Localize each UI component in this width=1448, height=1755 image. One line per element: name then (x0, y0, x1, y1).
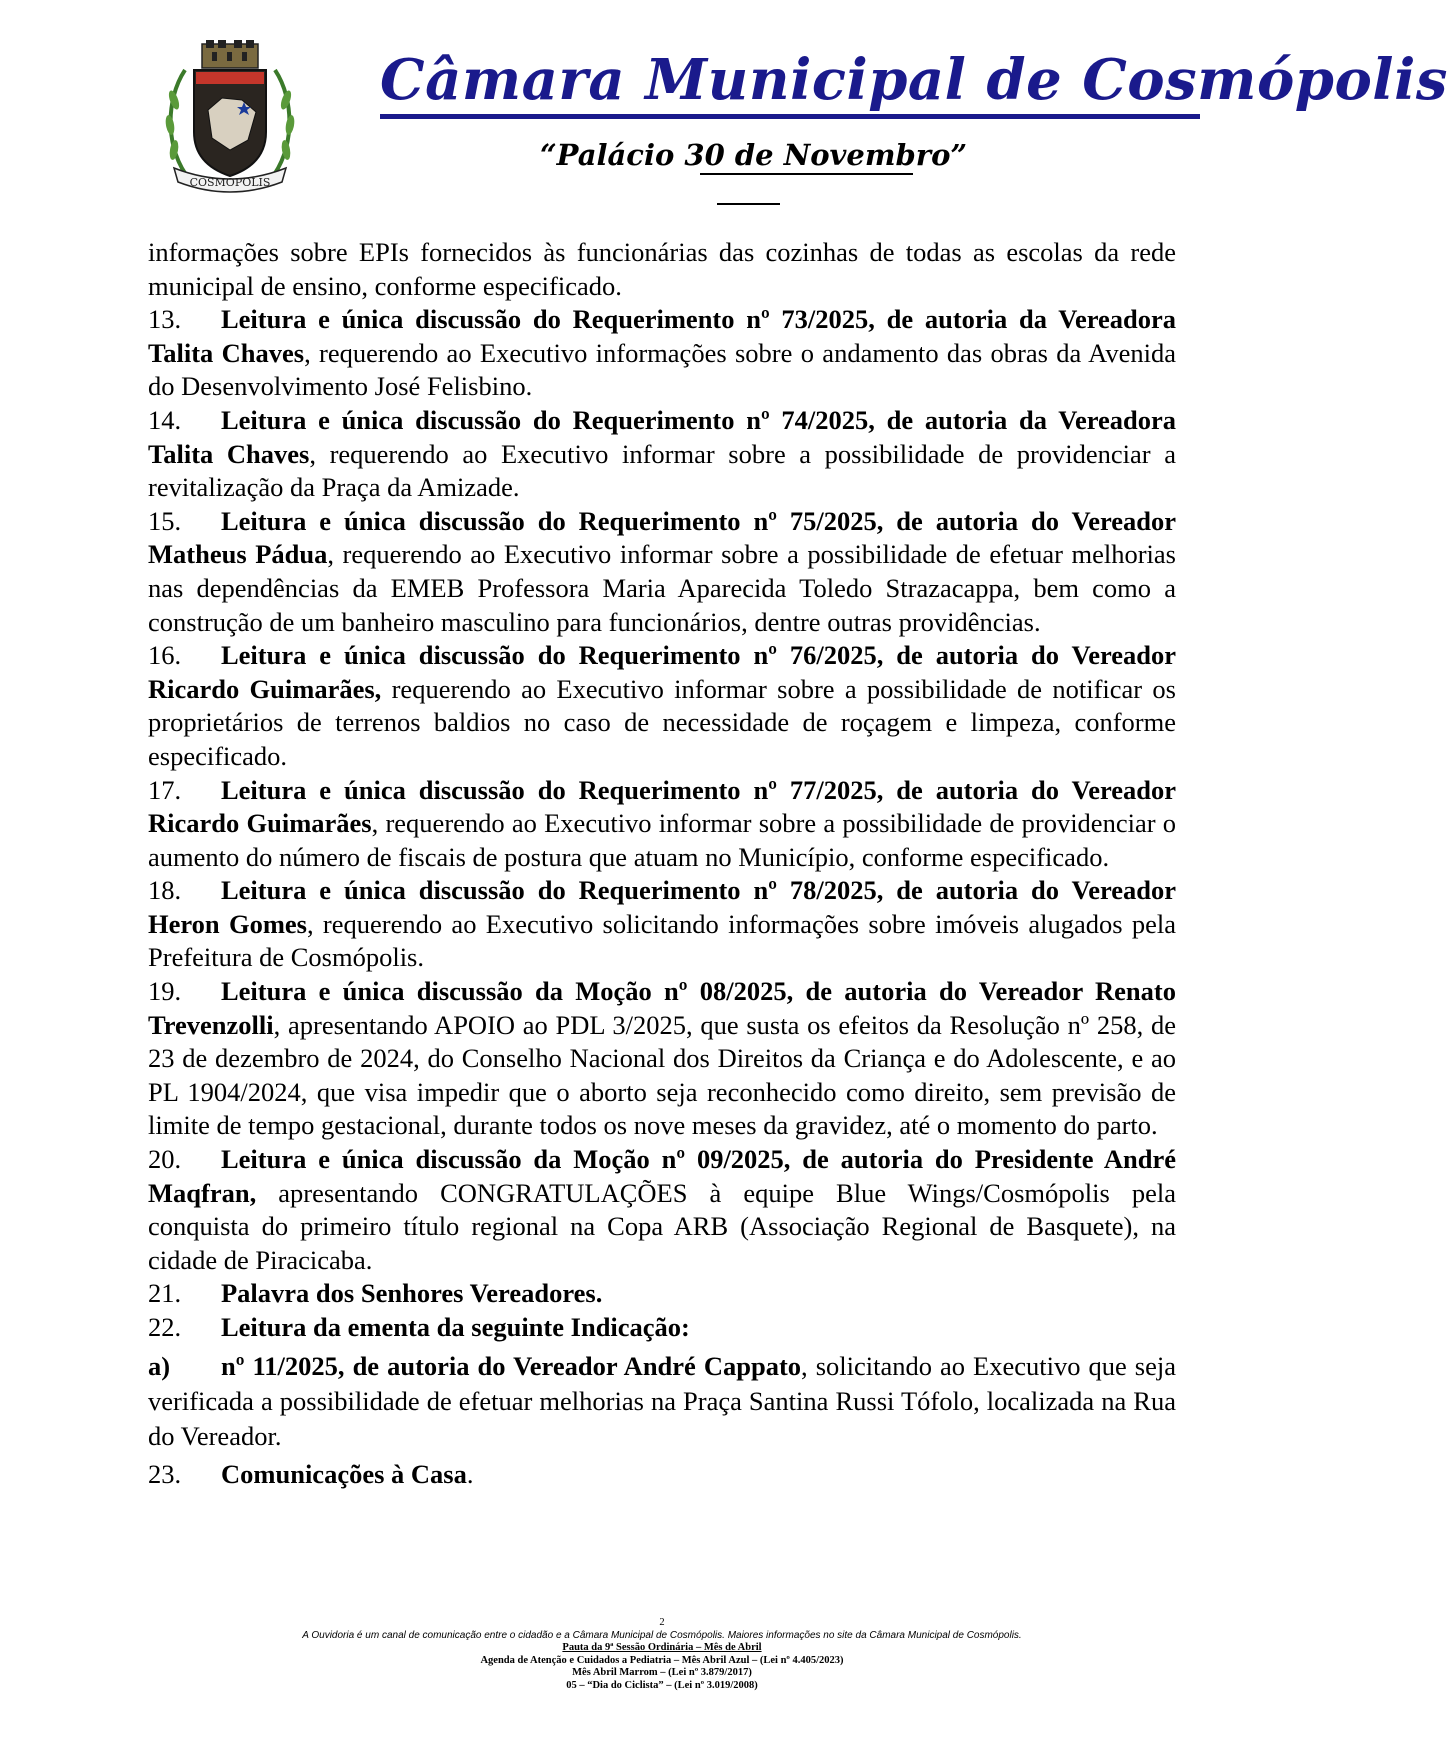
item-bold-text: Comunicações à Casa (221, 1458, 467, 1489)
agenda-item-13 (148, 303, 1176, 404)
item-text: , requerendo ao Executivo informar sobre a possibilidade de providenciar o aumento do número de fiscais de postura que atuam no Município, conforme especificado. (148, 808, 1177, 872)
item-bold-text: Leitura e única discussão da Moção nº 09/2025, de autoria do Presidente André Maqfran, (148, 1144, 1176, 1208)
agenda-item-20 (148, 1143, 1176, 1277)
page-subtitle: “Palácio 30 de Novembro” (540, 138, 968, 172)
agenda-item-22 (148, 1311, 1176, 1345)
item-number: 17. (148, 774, 182, 805)
page-title: Câmara Municipal de Cosmópolis (380, 50, 1200, 119)
item-number: 16. (148, 640, 182, 671)
item-bold-text: Palavra dos Senhores Vereadores. (221, 1278, 603, 1309)
item-number: 23. (148, 1458, 182, 1489)
item-text: , apresentando APOIO ao PDL 3/2025, que susta os efeitos da Resolução nº 258, de 23 de dezembro de 2024, do Conselho Nacional dos Direitos da Criança e do Adolescente, e ao PL 1904/2024, que visa impedir que o aborto seja reconhecido como direito, sem previsão de limite de tempo gestacional, durante todos os nove meses da gravidez, até o momento do parto. (148, 1009, 1176, 1141)
item-bold-text: Leitura e única discussão do Requerimento nº 76/2025, de autoria do Vereador Ricardo Guimarães, (148, 640, 1176, 704)
item-number: 18. (148, 875, 182, 906)
agenda-item-14 (148, 404, 1176, 505)
item-text: , requerendo ao Executivo informar sobre a possibilidade de providenciar a revitalização da Praça da Amizade. (148, 438, 1176, 503)
municipal-crest-logo (160, 40, 300, 196)
item-number: 22. (148, 1312, 182, 1342)
header-divider (717, 203, 780, 205)
item-bold-text: Leitura e única discussão do Requerimento nº 78/2025, de autoria do Vereador Heron Gomes (148, 875, 1176, 939)
agenda-item-23 (148, 1458, 1176, 1492)
document-body (148, 236, 1176, 1491)
agenda-item-19 (148, 975, 1176, 1143)
item-number: 13. (148, 304, 182, 335)
item-bold-text: nº 11/2025, de autoria do Vereador André Cappato (221, 1350, 802, 1381)
item-bold-text: Leitura e única discussão da Moção nº 08/2025, de autoria do Vereador Renato Trevenzolli (148, 976, 1176, 1040)
item-number: 19. (148, 976, 182, 1007)
agenda-item-18 (148, 874, 1176, 975)
pauta-line: Pauta da 9ª Sessão Ordinária – Mês de Abril (562, 1642, 762, 1653)
page-number: 2 (659, 1617, 665, 1628)
ouvidoria-note: A Ouvidoria é um canal de comunicação entre o cidadão e a Câmara Municipal de Cosmópolis. Maiores informações no site da Câmara Municipal de Cosmópolis. (302, 1629, 1022, 1641)
item-text: , solicitando ao Executivo que seja verificada a possibilidade de efetuar melhorias na Praça Santina Russi Tófolo, localizada na Rua do Vereador. (148, 1350, 1176, 1451)
item-text: , requerendo ao Executivo solicitando informações sobre imóveis alugados pela Prefeitura de Cosmópolis. (148, 908, 1176, 973)
ciclista-line: 05 – “Dia do Ciclista” – (Lei nº 3.019/2008) (566, 1679, 758, 1691)
item-text: , requerendo ao Executivo informações sobre o andamento das obras da Avenida do Desenvolvimento José Felisbino. (148, 337, 1176, 402)
continuation-paragraph: informações sobre EPIs fornecidos às funcionárias das cozinhas de todas as escolas da rede municipal de ensino, conforme especificado. (148, 237, 1176, 301)
agenda-item-16 (148, 639, 1176, 773)
marrom-line: Mês Abril Marrom – (Lei nº 3.879/2017) (572, 1667, 752, 1678)
agenda-item-21 (148, 1277, 1176, 1311)
item-text: . (466, 1458, 474, 1489)
agenda-item-15 (148, 505, 1176, 639)
item-bold-text: Leitura da ementa da seguinte Indicação: (221, 1312, 690, 1342)
item-number: 15. (148, 505, 182, 536)
item-bold-text: Leitura e única discussão do Requerimento nº 74/2025, de autoria da Vereadora Talita Chaves (148, 404, 1176, 469)
page-footer (148, 1617, 1176, 1692)
item-text: , requerendo ao Executivo informar sobre a possibilidade de efetuar melhorias nas dependências da EMEB Professora Maria Aparecida Toledo Strazacappa, bem como a construção de um banheiro masculino para funcionários, dentre outras providências. (148, 539, 1176, 637)
item-number: 21. (148, 1278, 182, 1309)
item-bold-text: Leitura e única discussão do Requerimento nº 75/2025, de autoria do Vereador Matheus Pádua (148, 505, 1176, 570)
indication-item-a (148, 1349, 1176, 1454)
item-text: apresentando CONGRATULAÇÕES à equipe Blue Wings/Cosmópolis pela conquista do primeiro título regional na Copa ARB (Associação Regional de Basquete), na cidade de Piracicaba. (148, 1177, 1176, 1275)
item-bold-text: Leitura e única discussão do Requerimento nº 73/2025, de autoria da Vereadora Talita Chaves (148, 304, 1176, 368)
crest-banner-text: COSMÓPOLIS (189, 176, 271, 189)
item-letter: a) (148, 1350, 171, 1381)
item-number: 14. (148, 404, 182, 435)
item-bold-text: Leitura e única discussão do Requerimento nº 77/2025, de autoria do Vereador Ricardo Guimarães (148, 774, 1176, 839)
agenda-line: Agenda de Atenção e Cuidados a Pediatria – Mês Abril Azul – (Lei nº 4.405/2023) (480, 1654, 844, 1666)
item-text: requerendo ao Executivo informar sobre a possibilidade de notificar os proprietários de terrenos baldios no caso de necessidade de roçagem e limpeza, conforme especificado. (148, 673, 1176, 771)
item-number: 20. (148, 1144, 182, 1175)
subtitle-underline (700, 173, 913, 175)
agenda-item-17 (148, 774, 1176, 875)
